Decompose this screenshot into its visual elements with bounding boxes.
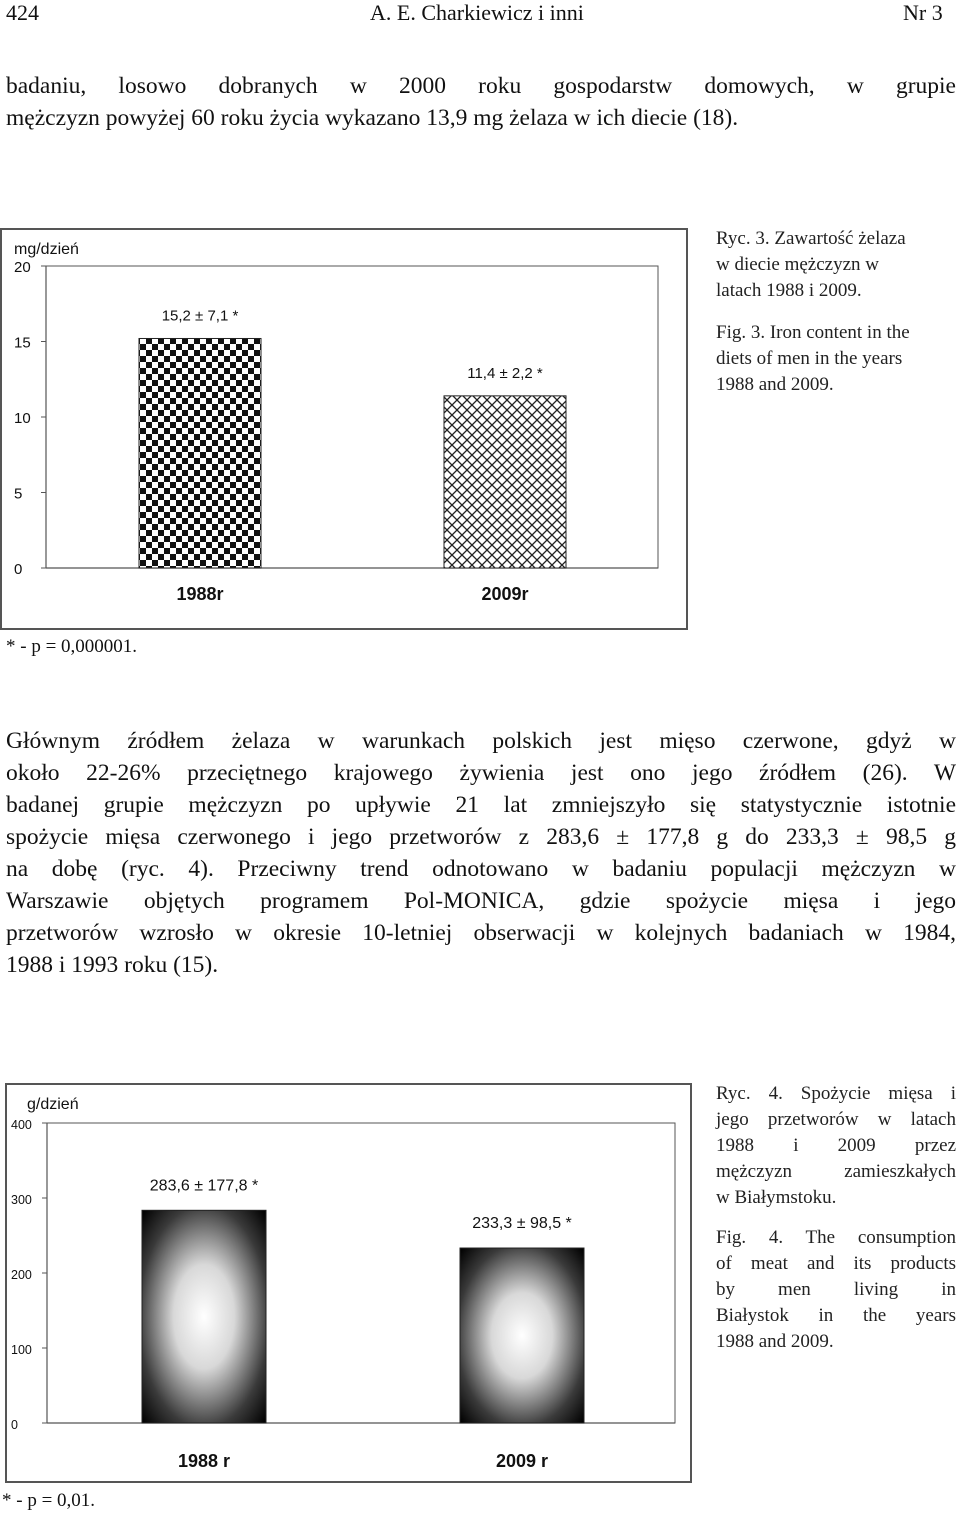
caption-line: diets of men in the years (716, 348, 903, 369)
text-line: mężczyzn powyżej 60 roku życia wykazano 13,9 mg żelaza w ich diecie (18). (6, 105, 739, 131)
category-label: 1988 r (177, 1451, 231, 1471)
y-tick-label: 300 (11, 1193, 32, 1207)
category-label: 2009 r (495, 1451, 549, 1471)
figure3-caption (716, 226, 956, 398)
text-line: spożycie mięsa czerwonego i jego przetworów z 283,6 ± 177,8 g do 233,3 ± 98,5 g (6, 824, 956, 850)
figure4-footnote: * - p = 0,01. (2, 1490, 96, 1511)
text-line: 1988 i 1993 roku (15). (6, 952, 219, 978)
page-number: 424 (6, 0, 39, 25)
caption-line: jego przetworów w latach (716, 1109, 956, 1130)
caption-line: by men living in (716, 1279, 956, 1300)
figure3-svg (2, 230, 686, 628)
caption-line: Białystok in the years (716, 1305, 956, 1326)
text-line: przetworów wzrosło w okresie 10-letniej obserwacji w kolejnych badaniach w 1984, (6, 920, 956, 946)
caption-line: latach 1988 i 2009. (716, 280, 862, 301)
data-label: 283,6 ± 177,8 * (149, 1177, 259, 1195)
main-paragraph (6, 725, 956, 981)
y-tick-label: 20 (14, 259, 31, 276)
figure3-footnote: * - p = 0,000001. (6, 636, 138, 657)
bar (460, 1248, 584, 1423)
category-label: 2009r (481, 584, 529, 604)
bar (139, 338, 261, 568)
bar (444, 396, 566, 568)
figure4-caption (716, 1081, 956, 1355)
caption-line: of meat and its products (716, 1253, 956, 1274)
data-label: 11,4 ± 2,2 * (467, 364, 543, 382)
running-head-authors: A. E. Charkiewicz i inni (370, 0, 584, 25)
data-label: 233,3 ± 98,5 * (472, 1215, 572, 1233)
y-tick-label: 0 (14, 561, 23, 578)
caption-line: 1988 and 2009. (716, 374, 834, 395)
issue-number: Nr 3 (903, 0, 943, 25)
text-line: na dobę (ryc. 4). Przeciwny trend odnotowano w badaniu populacji mężczyzn w (6, 856, 956, 882)
y-tick-label: 0 (11, 1418, 18, 1432)
category-label: 1988r (176, 584, 224, 604)
bar (142, 1210, 266, 1423)
caption-line: Ryc. 3. Zawartość żelaza (716, 228, 906, 249)
caption-line: Fig. 3. Iron content in the (716, 322, 910, 343)
text-line: Głównym źródłem żelaza w warunkach polskich jest mięso czerwone, gdyż w (6, 728, 956, 754)
caption-line: Fig. 4. The consumption (716, 1227, 956, 1248)
caption-line: 1988 and 2009. (716, 1331, 834, 1352)
y-axis-label: g/dzień (27, 1096, 79, 1113)
text-line: Warszawie objętych programem Pol-MONICA, gdzie spożycie mięsa i jego (6, 888, 956, 914)
y-tick-label: 10 (14, 410, 31, 427)
y-tick-label: 200 (11, 1268, 32, 1282)
caption-line: w Białymstoku. (716, 1187, 837, 1208)
y-tick-label: 400 (11, 1118, 32, 1132)
y-axis-label: mg/dzień (14, 241, 79, 258)
caption-line: mężczyzn zamieszkałych (716, 1161, 956, 1182)
y-tick-label: 5 (14, 485, 23, 503)
text-line: badanej grupie mężczyzn po upływie 21 lat zmniejszyło się statystycznie istotnie (6, 792, 956, 818)
y-tick-label: 100 (11, 1343, 32, 1357)
caption-line: Ryc. 4. Spożycie mięsa i (716, 1083, 956, 1104)
figure4-chart (5, 1083, 692, 1483)
caption-line: w diecie mężczyzn w (716, 254, 879, 275)
data-label: 15,2 ± 7,1 * (161, 307, 239, 325)
figure3-chart (0, 228, 688, 630)
text-line: około 22-26% przeciętnego krajowego żywienia jest ono jego źródłem (26). W (6, 760, 956, 786)
text-line: badaniu, losowo dobranych w 2000 roku gospodarstw domowych, w grupie (6, 73, 956, 99)
intro-paragraph (6, 70, 956, 134)
figure4-svg (7, 1085, 690, 1481)
y-tick-label: 15 (14, 334, 31, 352)
caption-line: 1988 i 2009 przez (716, 1135, 956, 1156)
